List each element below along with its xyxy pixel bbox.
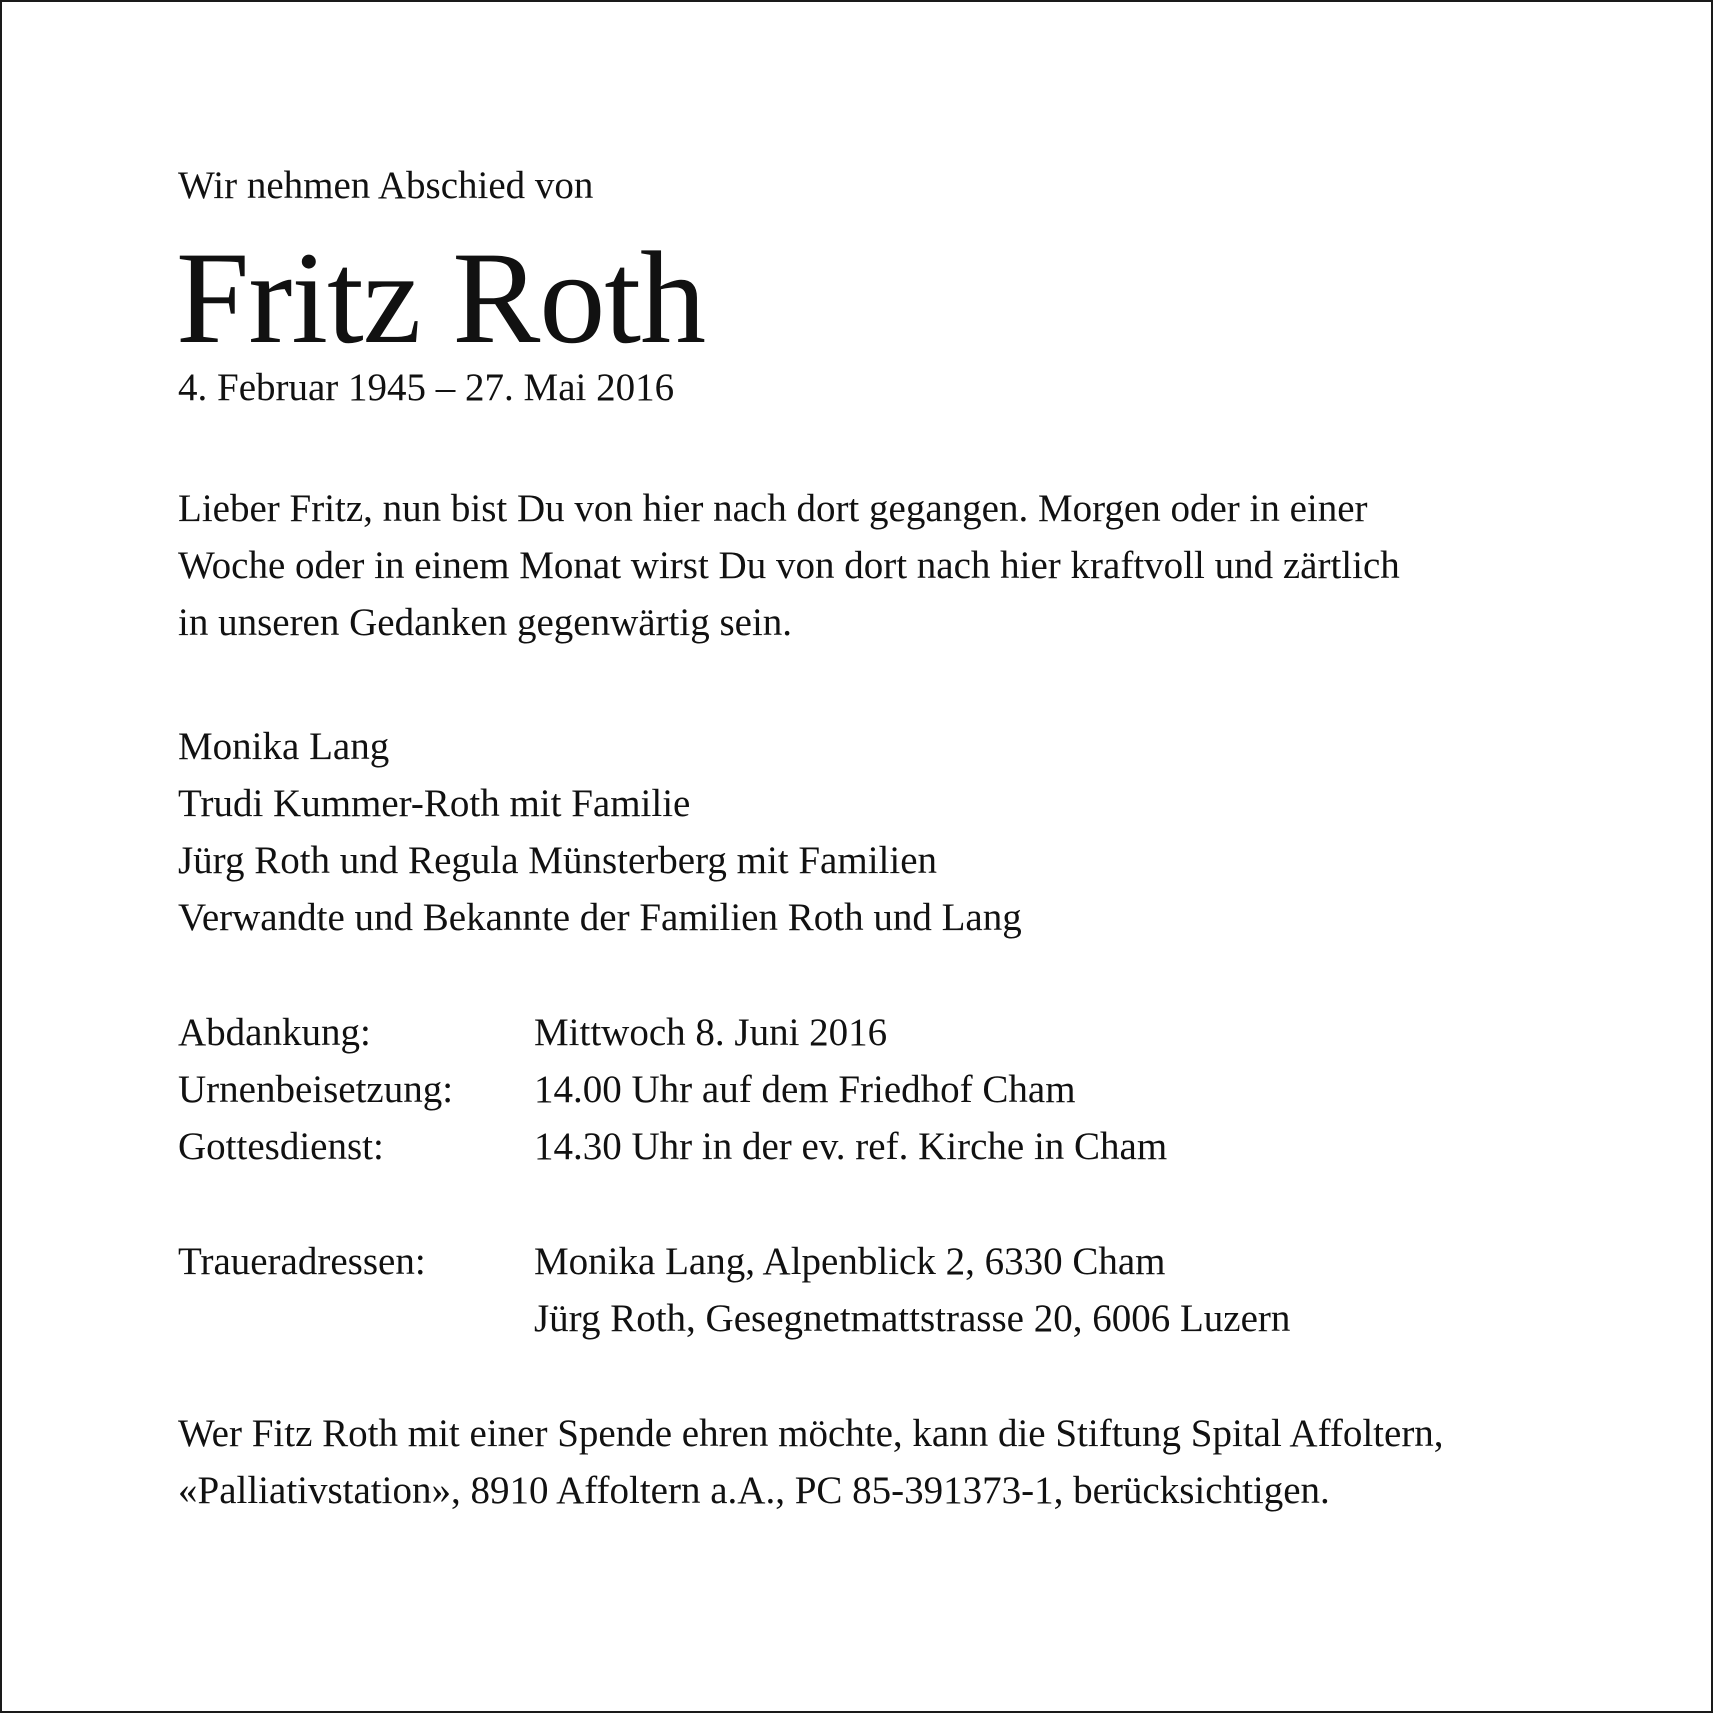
life-dates: 4. Februar 1945 – 27. Mai 2016 — [178, 366, 675, 409]
mourner-item: Jürg Roth und Regula Münsterberg mit Familien — [178, 839, 938, 882]
farewell-message — [178, 480, 1578, 651]
mourner-item: Verwandte und Bekannte der Familien Roth und Lang — [178, 896, 1022, 939]
deceased-name: Fritz Roth — [176, 224, 706, 371]
schedule-row — [178, 1004, 1578, 1061]
schedule-value: 14.30 Uhr in der ev. ref. Kirche in Cham — [534, 1125, 1168, 1168]
mourners-list — [178, 718, 1578, 946]
schedule-label: Urnenbeisetzung: — [178, 1068, 454, 1111]
schedule-value: Mittwoch 8. Juni 2016 — [534, 1011, 888, 1054]
addresses-label: Traueradressen: — [178, 1240, 426, 1283]
address-lines — [534, 1233, 1290, 1347]
donation-line: Wer Fitz Roth mit einer Spende ehren möchte, kann die Stiftung Spital Affoltern, — [178, 1412, 1444, 1455]
address-line: Jürg Roth, Gesegnetmattstrasse 20, 6006 Luzern — [534, 1297, 1291, 1340]
address-line: Monika Lang, Alpenblick 2, 6330 Cham — [534, 1240, 1166, 1283]
donation-line: «Palliativstation», 8910 Affoltern a.A., PC 85-391373-1, berücksichtigen. — [178, 1469, 1330, 1512]
obituary-content — [178, 162, 1578, 1519]
schedule-label: Abdankung: — [178, 1011, 371, 1054]
schedule-row — [178, 1118, 1578, 1175]
message-line: Woche oder in einem Monat wirst Du von dort nach hier kraftvoll und zärtlich — [178, 544, 1400, 587]
donation-note — [178, 1405, 1578, 1519]
message-line: Lieber Fritz, nun bist Du von hier nach dort gegangen. Morgen oder in einer — [178, 487, 1368, 530]
schedule-value: 14.00 Uhr auf dem Friedhof Cham — [534, 1068, 1076, 1111]
mourner-item: Monika Lang — [178, 725, 390, 768]
schedule-row — [178, 1061, 1578, 1118]
intro-text: Wir nehmen Abschied von — [178, 164, 594, 207]
schedule-label: Gottesdienst: — [178, 1125, 384, 1168]
message-line: in unseren Gedanken gegenwärtig sein. — [178, 601, 793, 644]
condolence-addresses — [178, 1233, 1578, 1347]
mourner-item: Trudi Kummer-Roth mit Familie — [178, 782, 691, 825]
ceremony-schedule — [178, 1004, 1578, 1175]
